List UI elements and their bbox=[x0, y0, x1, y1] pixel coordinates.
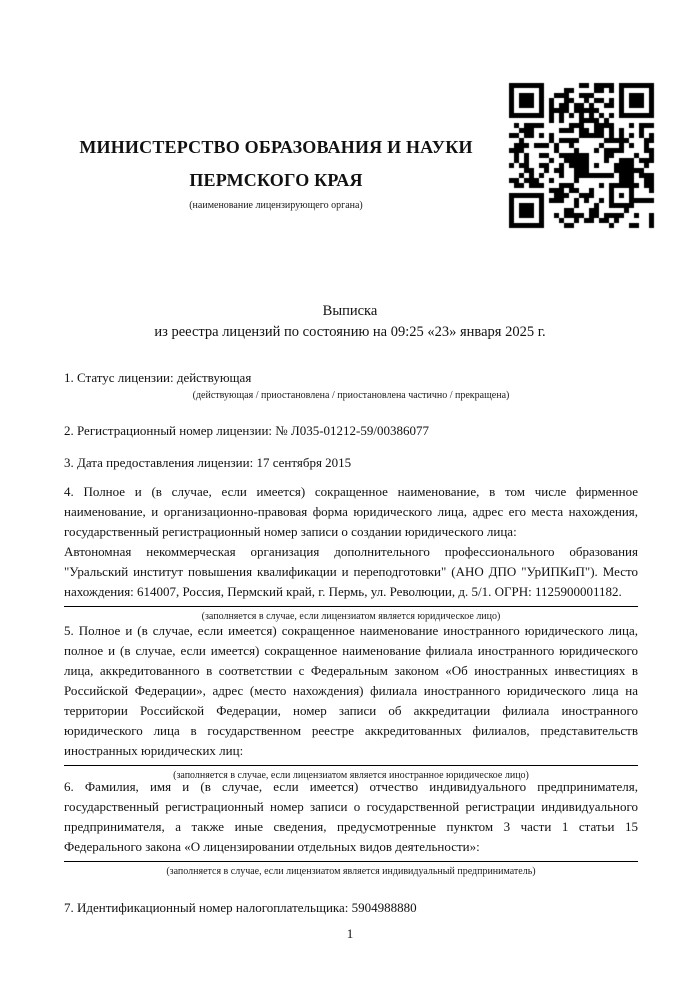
field-taxpayer-number bbox=[64, 898, 638, 918]
qr-code-icon bbox=[503, 77, 661, 235]
field-grant-date bbox=[64, 453, 638, 473]
fill-in-line bbox=[64, 765, 638, 766]
legal-entity-caption: (заполняется в случае, если лицензиатом является юридическое лицо) bbox=[201, 611, 501, 622]
foreign-entity-caption: (заполняется в случае, если лицензиатом является иностранное юридическое лицо) bbox=[173, 770, 529, 781]
document-heading bbox=[64, 301, 636, 343]
individual-entrepreneur-caption: (заполняется в случае, если лицензиатом является индивидуальный предприниматель) bbox=[166, 866, 536, 877]
fill-in-line bbox=[64, 861, 638, 862]
license-status-text: 1. Статус лицензии: действующая bbox=[64, 370, 252, 385]
ministry-caption: (наименование лицензирующего органа) bbox=[189, 200, 363, 211]
individual-entrepreneur-question: 6. Фамилия, имя и (в случае, если имеется) отчество индивидуального предпринимателя, государственный регистрационный номер записи о государственной регистрации индивидуального предпринимателя, а также иные сведения, предусмотренные пунктом 3 части 1 статьи 15 Федерального закона «О лицензировании отдельных видов деятельности»: bbox=[64, 779, 638, 854]
ministry-name-line2: ПЕРМСКОГО КРАЯ bbox=[189, 170, 363, 190]
fill-in-line bbox=[64, 606, 638, 607]
field-foreign-entity bbox=[64, 621, 638, 783]
field-registration-number bbox=[64, 421, 638, 441]
registration-number-text: 2. Регистрационный номер лицензии: № Л035-01212-59/00386077 bbox=[64, 423, 430, 438]
licensing-authority-header bbox=[62, 131, 490, 213]
foreign-entity-question: 5. Полное и (в случае, если имеется) сокращенное наименование иностранного юридического лица, полное и (в случае, если имеется) сокращенное наименование филиала иностранного юридического лица, аккредитованного в соответствии с Федеральным законом «Об иностранных инвестициях в Российской Федерации», адрес (место нахождения) филиала иностранного юридического лица на территории Российской Федерации, номер записи об аккредитации филиала иностранного юридического лица в государственном реестре аккредитованных филиалов, представительств иностранных юридических лиц: bbox=[64, 623, 638, 758]
field-legal-entity bbox=[64, 482, 638, 624]
license-status-caption: (действующая / приостановлена / приостановлена частично / прекращена) bbox=[192, 390, 510, 401]
legal-entity-answer: Автономная некоммерческая организация дополнительного профессионального образования "Уральский институт повышения квалификации и переподготовки" (АНО ДПО "УрИПКиП"). Место нахождения: 614007, Россия, Пермский край, г. Пермь, ул. Революции, д. 5/1. ОГРН: 1125900001182. bbox=[64, 544, 638, 599]
document-subtitle: из реестра лицензий по состоянию на 09:25 «23» января 2025 г. bbox=[154, 324, 546, 340]
document-title: Выписка bbox=[322, 303, 378, 319]
grant-date-text: 3. Дата предоставления лицензии: 17 сентября 2015 bbox=[64, 455, 352, 470]
field-license-status bbox=[64, 368, 638, 403]
ministry-name-line1: МИНИСТЕРСТВО ОБРАЗОВАНИЯ И НАУКИ bbox=[79, 137, 473, 157]
legal-entity-question: 4. Полное и (в случае, если имеется) сокращенное наименование, в том числе фирменное наименование, и организационно-правовая форма юридического лица, адрес его места нахождения, государственный регистрационный номер записи о создании юридического лица: bbox=[64, 484, 638, 539]
taxpayer-number-text: 7. Идентификационный номер налогоплательщика: 5904988880 bbox=[64, 900, 417, 915]
page-number: 1 bbox=[346, 926, 354, 941]
field-individual-entrepreneur bbox=[64, 777, 638, 879]
